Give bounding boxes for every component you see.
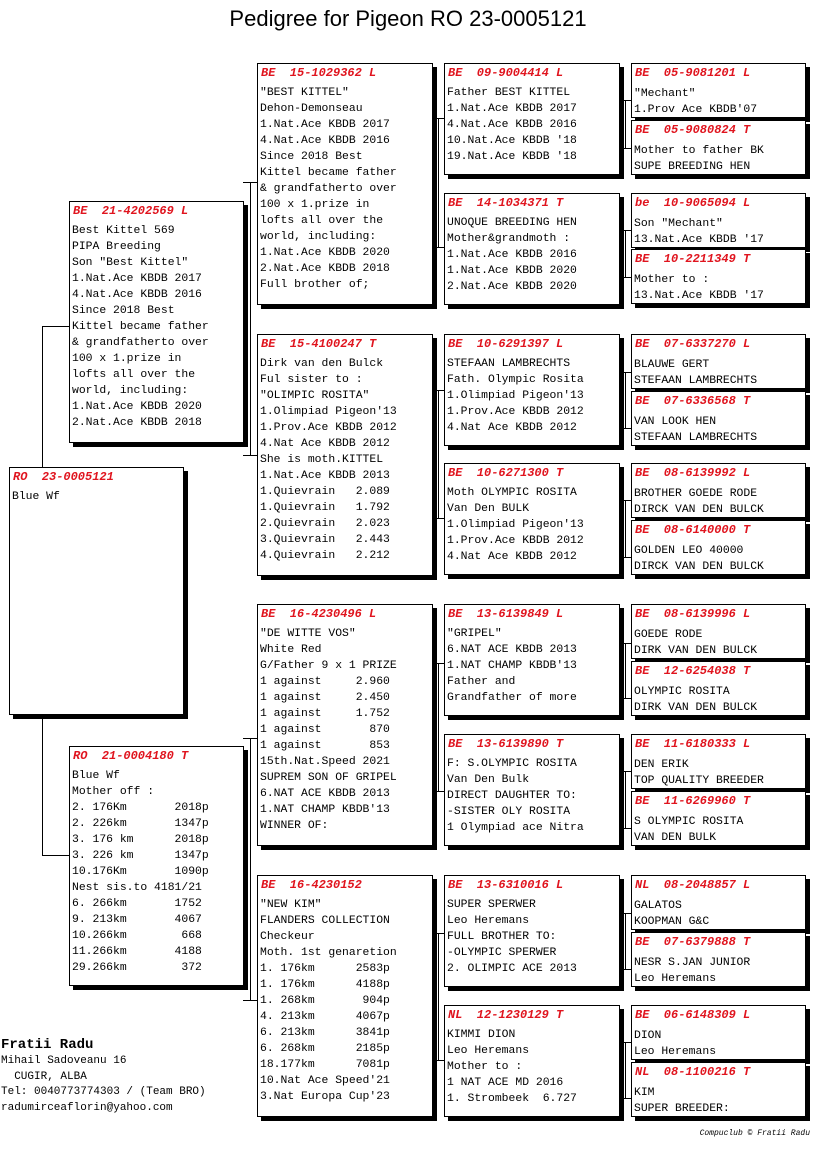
page-title: Pedigree for Pigeon RO 23-0005121	[229, 6, 587, 31]
ring-number: BE 08-6140000 T	[635, 523, 751, 537]
pigeon-info-line: Son "Best Kittel"	[72, 257, 189, 269]
pigeon-info-line: 2.Nat.Ace KBDB 2020	[447, 281, 577, 293]
pigeon-info-line: Moth OLYMPIC ROSITA	[447, 487, 577, 499]
ring-number: BE 15-4100247 T	[261, 337, 377, 351]
pigeon-card-ggen-1	[444, 63, 620, 175]
pigeon-info-line: "OLIMPIC ROSITA"	[260, 390, 370, 402]
ring-number: NL 08-1100216 T	[635, 1065, 751, 1079]
pigeon-info-line: DIRECT DAUGHTER TO:	[447, 790, 577, 802]
pigeon-info-line: 3.Quievrain 2.443	[260, 534, 390, 546]
pigeon-info-line: 3. 176 km 2018p	[72, 834, 209, 846]
pigeon-info-line: 13.Nat.Ace KBDB '17	[634, 234, 764, 246]
pigeon-info-line: Grandfather of more	[447, 692, 577, 704]
ring-number: NL 12-1230129 T	[448, 1008, 564, 1022]
pigeon-info-line: VAN LOOK HEN	[634, 416, 717, 428]
pigeon-info-line: OLYMPIC ROSITA	[634, 686, 730, 698]
pigeon-info-line: SUPER SPERWER	[447, 899, 536, 911]
pigeon-info-line: Ful sister to :	[260, 374, 363, 386]
pigeon-card-sire-sire	[257, 63, 433, 305]
connector-line	[42, 855, 70, 856]
pigeon-info-line: 29.266km 372	[72, 962, 202, 974]
pigeon-info-line: 1.Prov.Ace KBDB 2012	[447, 535, 584, 547]
connector-line	[625, 913, 626, 969]
connector-line	[620, 148, 631, 149]
pigeon-info-line: Van Den Bulk	[447, 774, 530, 786]
breeder-email-line: radumirceaflorin@yahoo.com	[1, 1101, 173, 1114]
pigeon-info-line: 1.Prov.Ace KBDB 2012	[447, 406, 584, 418]
pigeon-info-line: STEFAAN LAMBRECHTS	[634, 432, 758, 444]
pigeon-card-gggen-12	[631, 791, 806, 846]
pigeon-info-line: Best Kittel 569	[72, 225, 175, 237]
pigeon-info-line: Kittel became father	[72, 321, 209, 333]
breeder-info	[1, 1036, 206, 1116]
pigeon-info-line: KIM	[634, 1087, 655, 1099]
ring-number: BE 13-6139849 L	[448, 607, 564, 621]
pigeon-info-line: DIRCK VAN DEN BULCK	[634, 561, 764, 573]
pigeon-info-line: Nest sis.to 4181/21	[72, 882, 202, 894]
pigeon-info-line: KOOPMAN G&C	[634, 916, 710, 928]
pigeon-card-dam-dam	[257, 875, 433, 1117]
pigeon-info-line: 6. 266km 1752	[72, 898, 202, 910]
connector-line	[625, 1042, 626, 1098]
connector-line	[620, 277, 631, 278]
ring-number: NL 08-2048857 L	[635, 878, 751, 892]
pigeon-info-line: SUPE BREEDING HEN	[634, 161, 751, 173]
pigeon-info-line: 10.176Km 1090p	[72, 866, 209, 878]
pigeon-info-line: Blue Wf	[72, 770, 120, 782]
pigeon-info-line: 100 x 1.prize in	[260, 199, 370, 211]
pigeon-info-line: 1 NAT ACE MD 2016	[447, 1077, 564, 1089]
ring-number: BE 12-6254038 T	[635, 664, 751, 678]
pigeon-info-line: Full brother of;	[260, 279, 370, 291]
pigeon-info-line: 10.266km 668	[72, 930, 202, 942]
pigeon-card-sire	[69, 201, 244, 443]
connector-line	[438, 933, 439, 1060]
pigeon-info-line: Mother to :	[634, 274, 710, 286]
ring-number: BE 16-4230152	[261, 878, 362, 892]
pigeon-info-line: 4.Nat Ace KBDB 2012	[260, 438, 390, 450]
ring-number: RO 21-0004180 T	[73, 749, 189, 763]
connector-line	[620, 1098, 631, 1099]
pigeon-card-gggen-14	[631, 932, 806, 987]
pigeon-card-gggen-5	[631, 334, 806, 389]
pigeon-info-line: 9. 213km 4067	[72, 914, 202, 926]
pigeon-info-line: Mother off :	[72, 786, 155, 798]
pigeon-info-line: 1.Olimpiad Pigeon'13	[260, 406, 397, 418]
ring-number: BE 07-6337270 L	[635, 337, 751, 351]
pigeon-info-line: SUPER BREEDER:	[634, 1103, 730, 1115]
breeder-city-line: CUGIR, ALBA	[1, 1070, 87, 1083]
pigeon-info-line: 1 against 1.752	[260, 708, 390, 720]
connector-line	[625, 230, 626, 277]
pigeon-info-line: -SISTER OLY ROSITA	[447, 806, 571, 818]
pigeon-card-gggen-9	[631, 604, 806, 659]
pigeon-info-line: Father BEST KITTEL	[447, 87, 571, 99]
pigeon-info-line: Dirk van den Bulck	[260, 358, 384, 370]
pigeon-info-line: 4.Quievrain 2.212	[260, 550, 390, 562]
connector-line	[625, 100, 626, 148]
connector-line	[433, 247, 444, 248]
pigeon-info-line: 1.Nat.Ace KBDB 2020	[260, 247, 390, 259]
pigeon-card-gggen-8	[631, 520, 806, 575]
pigeon-card-gggen-15	[631, 1005, 806, 1060]
pigeon-info-line: "DE WITTE VOS"	[260, 628, 356, 640]
connector-line	[620, 969, 631, 970]
pigeon-info-line: "NEW KIM"	[260, 899, 322, 911]
pigeon-info-line: Since 2018 Best	[260, 151, 363, 163]
connector-line	[243, 455, 257, 456]
pigeon-info-line: 1.Quievrain 1.792	[260, 502, 390, 514]
ring-number: BE 07-6336568 T	[635, 394, 751, 408]
connector-line	[625, 500, 626, 557]
pigeon-info-line: 1.NAT CHAMP KBDB'13	[260, 804, 390, 816]
pigeon-info-line: Mother&grandmoth :	[447, 233, 571, 245]
pigeon-info-line: & grandfatherto over	[260, 183, 397, 195]
pigeon-info-line: 3. 226 km 1347p	[72, 850, 209, 862]
pigeon-info-line: 1.Olimpiad Pigeon'13	[447, 519, 584, 531]
ring-number: BE 13-6310016 L	[448, 878, 564, 892]
ring-number: BE 07-6379888 T	[635, 935, 751, 949]
pigeon-info-line: F: S.OLYMPIC ROSITA	[447, 758, 577, 770]
pigeon-info-line: PIPA Breeding	[72, 241, 161, 253]
ring-number: BE 10-6271300 T	[448, 466, 564, 480]
pigeon-info-line: UNOQUE BREEDING HEN	[447, 217, 577, 229]
connector-line	[42, 713, 43, 855]
pigeon-info-line: Checkeur	[260, 931, 315, 943]
pigeon-info-line: world, including:	[72, 385, 189, 397]
connector-line	[620, 698, 631, 699]
ring-number: BE 16-4230496 L	[261, 607, 377, 621]
pigeon-info-line: S OLYMPIC ROSITA	[634, 816, 744, 828]
ring-number: BE 13-6139890 T	[448, 737, 564, 751]
pigeon-info-line: 4.Nat Ace KBDB 2012	[447, 551, 577, 563]
connector-line	[438, 663, 439, 791]
pigeon-info-line: 100 x 1.prize in	[72, 353, 182, 365]
connector-line	[438, 390, 439, 518]
connector-line	[433, 1060, 444, 1061]
pigeon-info-line: GOLDEN LEO 40000	[634, 545, 744, 557]
pigeon-card-gggen-16	[631, 1062, 806, 1117]
pigeon-info-line: White Red	[260, 644, 322, 656]
pigeon-info-line: 1.Nat.Ace KBDB 2017	[447, 103, 577, 115]
pigeon-info-line: 1.Nat.Ace KBDB 2017	[72, 273, 202, 285]
pigeon-info-line: 10.Nat.Ace KBDB '18	[447, 135, 577, 147]
pigeon-info-line: 1.Nat.Ace KBDB 2017	[260, 119, 390, 131]
pigeon-info-line: 6.NAT ACE KBDB 2013	[260, 788, 390, 800]
pigeon-info-line: 1.Prov Ace KBDB'07	[634, 104, 758, 116]
ring-number: BE 05-9081201 L	[635, 66, 751, 80]
pigeon-info-line: 1 against 853	[260, 740, 390, 752]
pigeon-info-line: 1 against 2.450	[260, 692, 390, 704]
pigeon-card-ggen-5	[444, 604, 620, 716]
pigeon-info-line: Mother to father BK	[634, 145, 764, 157]
connector-line	[42, 326, 43, 468]
pigeon-info-line: Moth. 1st genaretion	[260, 947, 397, 959]
breeder-name: Fratii Radu	[1, 1037, 94, 1053]
pigeon-info-line: "BEST KITTEL"	[260, 87, 349, 99]
pigeon-card-gggen-3	[631, 193, 806, 248]
pigeon-info-line: 4. 213km 4067p	[260, 1011, 390, 1023]
pigeon-info-line: DIRCK VAN DEN BULCK	[634, 504, 764, 516]
connector-line	[620, 828, 631, 829]
pigeon-info-line: 2. 176Km 2018p	[72, 802, 209, 814]
pigeon-info-line: NESR S.JAN JUNIOR	[634, 957, 751, 969]
pigeon-card-sire-dam	[257, 334, 433, 576]
connector-line	[250, 738, 251, 1000]
pigeon-card-gggen-10	[631, 661, 806, 716]
pigeon-info-line: Dehon-Demonseau	[260, 103, 363, 115]
ring-number: BE 11-6269960 T	[635, 794, 751, 808]
pigeon-card-subject	[9, 467, 184, 715]
pigeon-info-line: FLANDERS COLLECTION	[260, 915, 390, 927]
connector-line	[620, 428, 631, 429]
connector-line	[42, 326, 70, 327]
pigeon-info-line: Leo Heremans	[634, 973, 717, 985]
pigeon-info-line: Leo Heremans	[447, 1045, 530, 1057]
pigeon-info-line: 4.Nat.Ace KBDB 2016	[260, 135, 390, 147]
pigeon-card-gggen-2	[631, 120, 806, 175]
pigeon-info-line: 6. 213km 3841p	[260, 1027, 390, 1039]
pigeon-info-line: KIMMI DION	[447, 1029, 516, 1041]
ring-number: BE 10-6291397 L	[448, 337, 564, 351]
ring-number: BE 10-2211349 T	[635, 252, 751, 266]
pigeon-info-line: VAN DEN BULK	[634, 832, 717, 844]
pigeon-info-line: 10.Nat Ace Speed'21	[260, 1075, 390, 1087]
pigeon-info-line: GOEDE RODE	[634, 629, 703, 641]
pigeon-info-line: Van Den BULK	[447, 503, 530, 515]
pigeon-info-line: 15th.Nat.Speed 2021	[260, 756, 390, 768]
pigeon-info-line: STEFAAN LAMBRECHTS	[447, 358, 571, 370]
pigeon-info-line: TOP QUALITY BREEDER	[634, 775, 764, 787]
pigeon-card-ggen-2	[444, 193, 620, 305]
ring-number: BE 14-1034371 T	[448, 196, 564, 210]
pigeon-card-ggen-6	[444, 734, 620, 846]
ring-number: BE 15-1029362 L	[261, 66, 377, 80]
pigeon-info-line: FULL BROTHER TO:	[447, 931, 557, 943]
pigeon-info-line: 11.266km 4188	[72, 946, 202, 958]
ring-number: BE 08-6139992 L	[635, 466, 751, 480]
pigeon-card-dam	[69, 746, 244, 986]
pigeon-info-line: 1. 268km 904p	[260, 995, 390, 1007]
pigeon-info-line: 13.Nat.Ace KBDB '17	[634, 290, 764, 302]
pigeon-info-line: 1.Nat.Ace KBDB 2020	[72, 401, 202, 413]
pigeon-info-line: 2.Quievrain 2.023	[260, 518, 390, 530]
pigeon-info-line: 1.Prov.Ace KBDB 2012	[260, 422, 397, 434]
pigeon-info-line: BROTHER GOEDE RODE	[634, 488, 758, 500]
breeder-address-line: Mihail Sadoveanu 16	[1, 1055, 127, 1067]
pigeon-info-line: 4.Nat Ace KBDB 2012	[447, 422, 577, 434]
pigeon-card-ggen-8	[444, 1005, 620, 1117]
ring-number: RO 23-0005121	[13, 470, 114, 484]
pigeon-info-line: 1.Quievrain 2.089	[260, 486, 390, 498]
pigeon-info-line: 1.NAT CHAMP KBDB'13	[447, 660, 577, 672]
pigeon-info-line: world, including:	[260, 231, 377, 243]
pigeon-info-line: "Mechant"	[634, 88, 696, 100]
ring-number: BE 06-6148309 L	[635, 1008, 751, 1022]
pigeon-info-line: DIRK VAN DEN BULCK	[634, 645, 758, 657]
connector-line	[438, 118, 439, 247]
connector-line	[433, 518, 444, 519]
pigeon-info-line: & grandfatherto over	[72, 337, 209, 349]
connector-line	[625, 643, 626, 698]
pigeon-info-line: 1. 176km 4188p	[260, 979, 390, 991]
pigeon-info-line: Fath. Olympic Rosita	[447, 374, 584, 386]
pigeon-card-gggen-11	[631, 734, 806, 789]
pigeon-info-line: 6. 268km 2185p	[260, 1043, 390, 1055]
pigeon-info-line: 1. 176km 2583p	[260, 963, 390, 975]
pigeon-card-ggen-4	[444, 463, 620, 575]
connector-line	[243, 1000, 257, 1001]
pigeon-info-line: DIRK VAN DEN BULCK	[634, 702, 758, 714]
pigeon-info-line: WINNER OF:	[260, 820, 329, 832]
ring-number: BE 09-9004414 L	[448, 66, 564, 80]
pigeon-info-line: G/Father 9 x 1 PRIZE	[260, 660, 397, 672]
pigeon-card-gggen-4	[631, 249, 806, 304]
pigeon-info-line: lofts all over the	[72, 369, 196, 381]
pigeon-info-line: 1 against 2.960	[260, 676, 390, 688]
connector-line	[250, 182, 251, 455]
pigeon-info-line: 1.Olimpiad Pigeon'13	[447, 390, 584, 402]
pigeon-info-line: GALATOS	[634, 900, 682, 912]
pigeon-info-line: 4.Nat.Ace KBDB 2016	[72, 289, 202, 301]
pigeon-info-line: BLAUWE GERT	[634, 359, 710, 371]
connector-line	[433, 791, 444, 792]
pigeon-card-gggen-1	[631, 63, 806, 118]
pigeon-info-line: 1.Nat.Ace KBDB 2020	[447, 265, 577, 277]
connector-line	[625, 771, 626, 828]
pigeon-info-line: 2. OLIMPIC ACE 2013	[447, 963, 577, 975]
pigeon-card-gggen-7	[631, 463, 806, 518]
breeder-phone-line: Tel: 0040773774303 / (Team BRO)	[1, 1086, 206, 1098]
ring-number: BE 08-6139996 L	[635, 607, 751, 621]
pigeon-info-line: "GRIPEL"	[447, 628, 502, 640]
pigeon-info-line: 1 Olympiad ace Nitra	[447, 822, 584, 834]
pigeon-info-line: Father and	[447, 676, 516, 688]
ring-number: BE 21-4202569 L	[73, 204, 189, 218]
pigeon-info-line: 1.Nat.Ace KBDB 2013	[260, 470, 390, 482]
pigeon-card-dam-sire	[257, 604, 433, 846]
pigeon-card-gggen-13	[631, 875, 806, 930]
pigeon-info-line: 18.177km 7081p	[260, 1059, 390, 1071]
pigeon-info-line: Leo Heremans	[634, 1046, 717, 1058]
pigeon-info-line: Mother to :	[447, 1061, 523, 1073]
ring-number: BE 05-9080824 T	[635, 123, 751, 137]
pigeon-info-line: 2.Nat.Ace KBDB 2018	[260, 263, 390, 275]
pigeon-info-line: 2. 226km 1347p	[72, 818, 209, 830]
pigeon-info-line: 19.Nat.Ace KBDB '18	[447, 151, 577, 163]
pigeon-info-line: DION	[634, 1030, 662, 1042]
pigeon-info-line: 6.NAT ACE KBDB 2013	[447, 644, 577, 656]
pigeon-info-line: lofts all over the	[260, 215, 384, 227]
connector-line	[625, 372, 626, 428]
pigeon-info-line: She is moth.KITTEL	[260, 454, 384, 466]
footer-credit: Compuclub © Fratii Radu	[699, 1129, 810, 1138]
ring-number: be 10-9065094 L	[635, 196, 751, 210]
pigeon-info-line: Son "Mechant"	[634, 218, 723, 230]
pigeon-info-line: Leo Heremans	[447, 915, 530, 927]
pigeon-info-line: STEFAAN LAMBRECHTS	[634, 375, 758, 387]
pigeon-info-line: Blue Wf	[12, 491, 60, 503]
pigeon-card-ggen-3	[444, 334, 620, 446]
pigeon-info-line: 2.Nat.Ace KBDB 2018	[72, 417, 202, 429]
connector-line	[620, 557, 631, 558]
pigeon-info-line: 1 against 870	[260, 724, 390, 736]
pigeon-info-line: 1. Strombeek 6.727	[447, 1093, 577, 1105]
pigeon-info-line: 4.Nat.Ace KBDB 2016	[447, 119, 577, 131]
pigeon-info-line: Kittel became father	[260, 167, 397, 179]
pigeon-card-gggen-6	[631, 391, 806, 446]
pigeon-card-ggen-7	[444, 875, 620, 987]
pigeon-info-line: Since 2018 Best	[72, 305, 175, 317]
pigeon-info-line: DEN ERIK	[634, 759, 689, 771]
pigeon-info-line: 3.Nat Europa Cup'23	[260, 1091, 390, 1103]
pigeon-info-line: SUPREM SON OF GRIPEL	[260, 772, 397, 784]
pigeon-info-line: -OLYMPIC SPERWER	[447, 947, 557, 959]
ring-number: BE 11-6180333 L	[635, 737, 751, 751]
pigeon-info-line: 1.Nat.Ace KBDB 2016	[447, 249, 577, 261]
